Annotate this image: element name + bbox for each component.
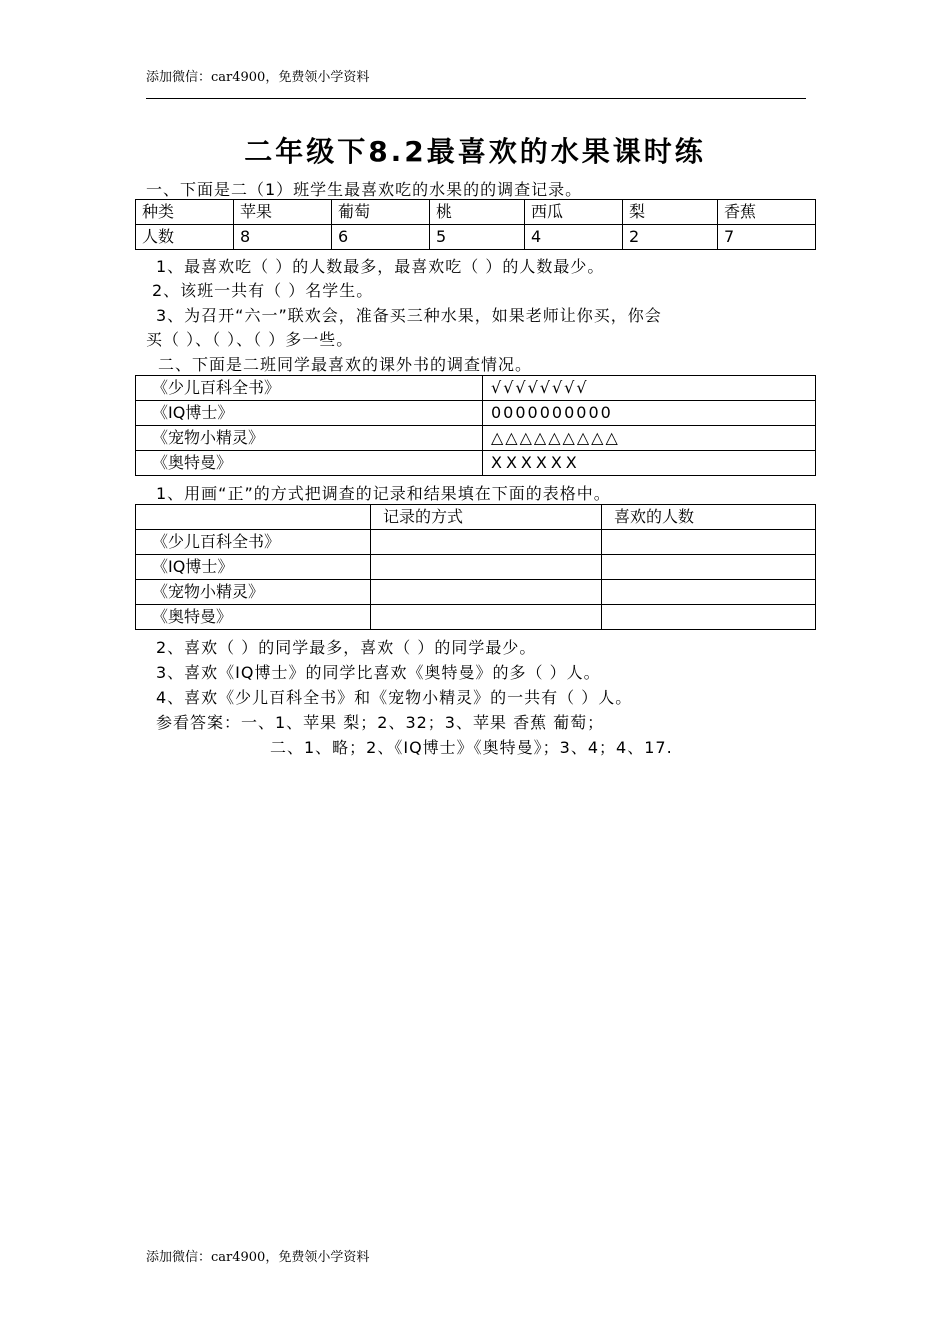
table-cell: 梨	[622, 200, 717, 225]
table-cell: √√√√√√√√	[483, 376, 816, 401]
answer-cell[interactable]	[602, 555, 816, 580]
table-cell: 5	[429, 225, 524, 250]
answer-cell[interactable]	[602, 530, 816, 555]
table-cell: 葡萄	[331, 200, 429, 225]
table-cell: 《宠物小精灵》	[136, 426, 483, 451]
answer-cell[interactable]	[371, 605, 602, 630]
section2-question-3: 3、喜欢《IQ博士》的同学比喜欢《奥特曼》的多（ ）人。	[156, 663, 601, 682]
answer-key-line1: 参看答案：一、1、苹果 梨；2、32；3、苹果 香蕉 葡萄；	[156, 713, 605, 732]
table-cell: 《IQ博士》	[136, 555, 371, 580]
table-row	[136, 225, 816, 250]
header-divider	[146, 98, 806, 99]
table-cell: 《少儿百科全书》	[136, 376, 483, 401]
section2-question-4: 4、喜欢《少儿百科全书》和《宠物小精灵》的一共有（ ）人。	[156, 688, 633, 707]
page-title: 二年级下8.2最喜欢的水果课时练	[244, 135, 706, 168]
section2-heading: 二、下面是二班同学最喜欢的课外书的调查情况。	[158, 355, 533, 374]
table-cell: 2	[622, 225, 717, 250]
fruit-survey-table	[135, 199, 816, 250]
table-header-cell: 喜欢的人数	[602, 505, 816, 530]
section1-question-1: 1、最喜欢吃（ ）的人数最多，最喜欢吃（ ）的人数最少。	[156, 257, 605, 276]
answer-cell[interactable]	[371, 555, 602, 580]
table-cell: 8	[233, 225, 331, 250]
answer-key-line2: 二、1、略；2、《IQ博士》《奥特曼》；3、4；4、17.	[270, 738, 673, 757]
table-row	[136, 580, 816, 605]
book-survey-table	[135, 375, 816, 476]
answer-cell[interactable]	[371, 580, 602, 605]
table-row	[136, 426, 816, 451]
page-footer-note: 添加微信：car4900，免费领小学资料	[146, 1250, 370, 1265]
section2-question-2: 2、喜欢（ ）的同学最多，喜欢（ ）的同学最少。	[156, 638, 537, 657]
table-row	[136, 530, 816, 555]
table-cell: 桃	[429, 200, 524, 225]
section2-question-1: 1、用画“正”的方式把调查的记录和结果填在下面的表格中。	[156, 484, 611, 503]
answer-cell[interactable]	[602, 580, 816, 605]
table-cell: XXXXXX	[483, 451, 816, 476]
table-header-cell: 记录的方式	[371, 505, 602, 530]
section1-question-3-line2: 买（ ）、（ ）、（ ）多一些。	[146, 330, 354, 349]
table-cell: 苹果	[233, 200, 331, 225]
table-cell: 6	[331, 225, 429, 250]
table-cell: 香蕉	[717, 200, 815, 225]
table-row	[136, 505, 816, 530]
table-cell: 《少儿百科全书》	[136, 530, 371, 555]
table-cell: 0000000000	[483, 401, 816, 426]
section1-question-2: 2、该班一共有（ ）名学生。	[152, 281, 374, 300]
page-header-note: 添加微信：car4900，免费领小学资料	[146, 70, 370, 85]
section1-heading: 一、下面是二（1）班学生最喜欢吃的水果的的调查记录。	[146, 180, 583, 199]
table-cell: 种类	[136, 200, 234, 225]
table-cell: 4	[524, 225, 622, 250]
section1-question-3-line1: 3、为召开“六一”联欢会，准备买三种水果，如果老师让你买，你会	[156, 306, 662, 325]
table-cell: 7	[717, 225, 815, 250]
table-row	[136, 555, 816, 580]
table-cell: 西瓜	[524, 200, 622, 225]
table-row	[136, 200, 816, 225]
table-cell: 《宠物小精灵》	[136, 580, 371, 605]
table-cell: 《奥特曼》	[136, 605, 371, 630]
record-fill-table	[135, 504, 816, 630]
table-cell	[136, 505, 371, 530]
table-row	[136, 605, 816, 630]
table-row	[136, 376, 816, 401]
table-row	[136, 401, 816, 426]
table-cell: 《IQ博士》	[136, 401, 483, 426]
answer-cell[interactable]	[371, 530, 602, 555]
answer-cell[interactable]	[602, 605, 816, 630]
table-row	[136, 451, 816, 476]
table-cell: 《奥特曼》	[136, 451, 483, 476]
table-cell: △△△△△△△△△	[483, 426, 816, 451]
table-cell: 人数	[136, 225, 234, 250]
